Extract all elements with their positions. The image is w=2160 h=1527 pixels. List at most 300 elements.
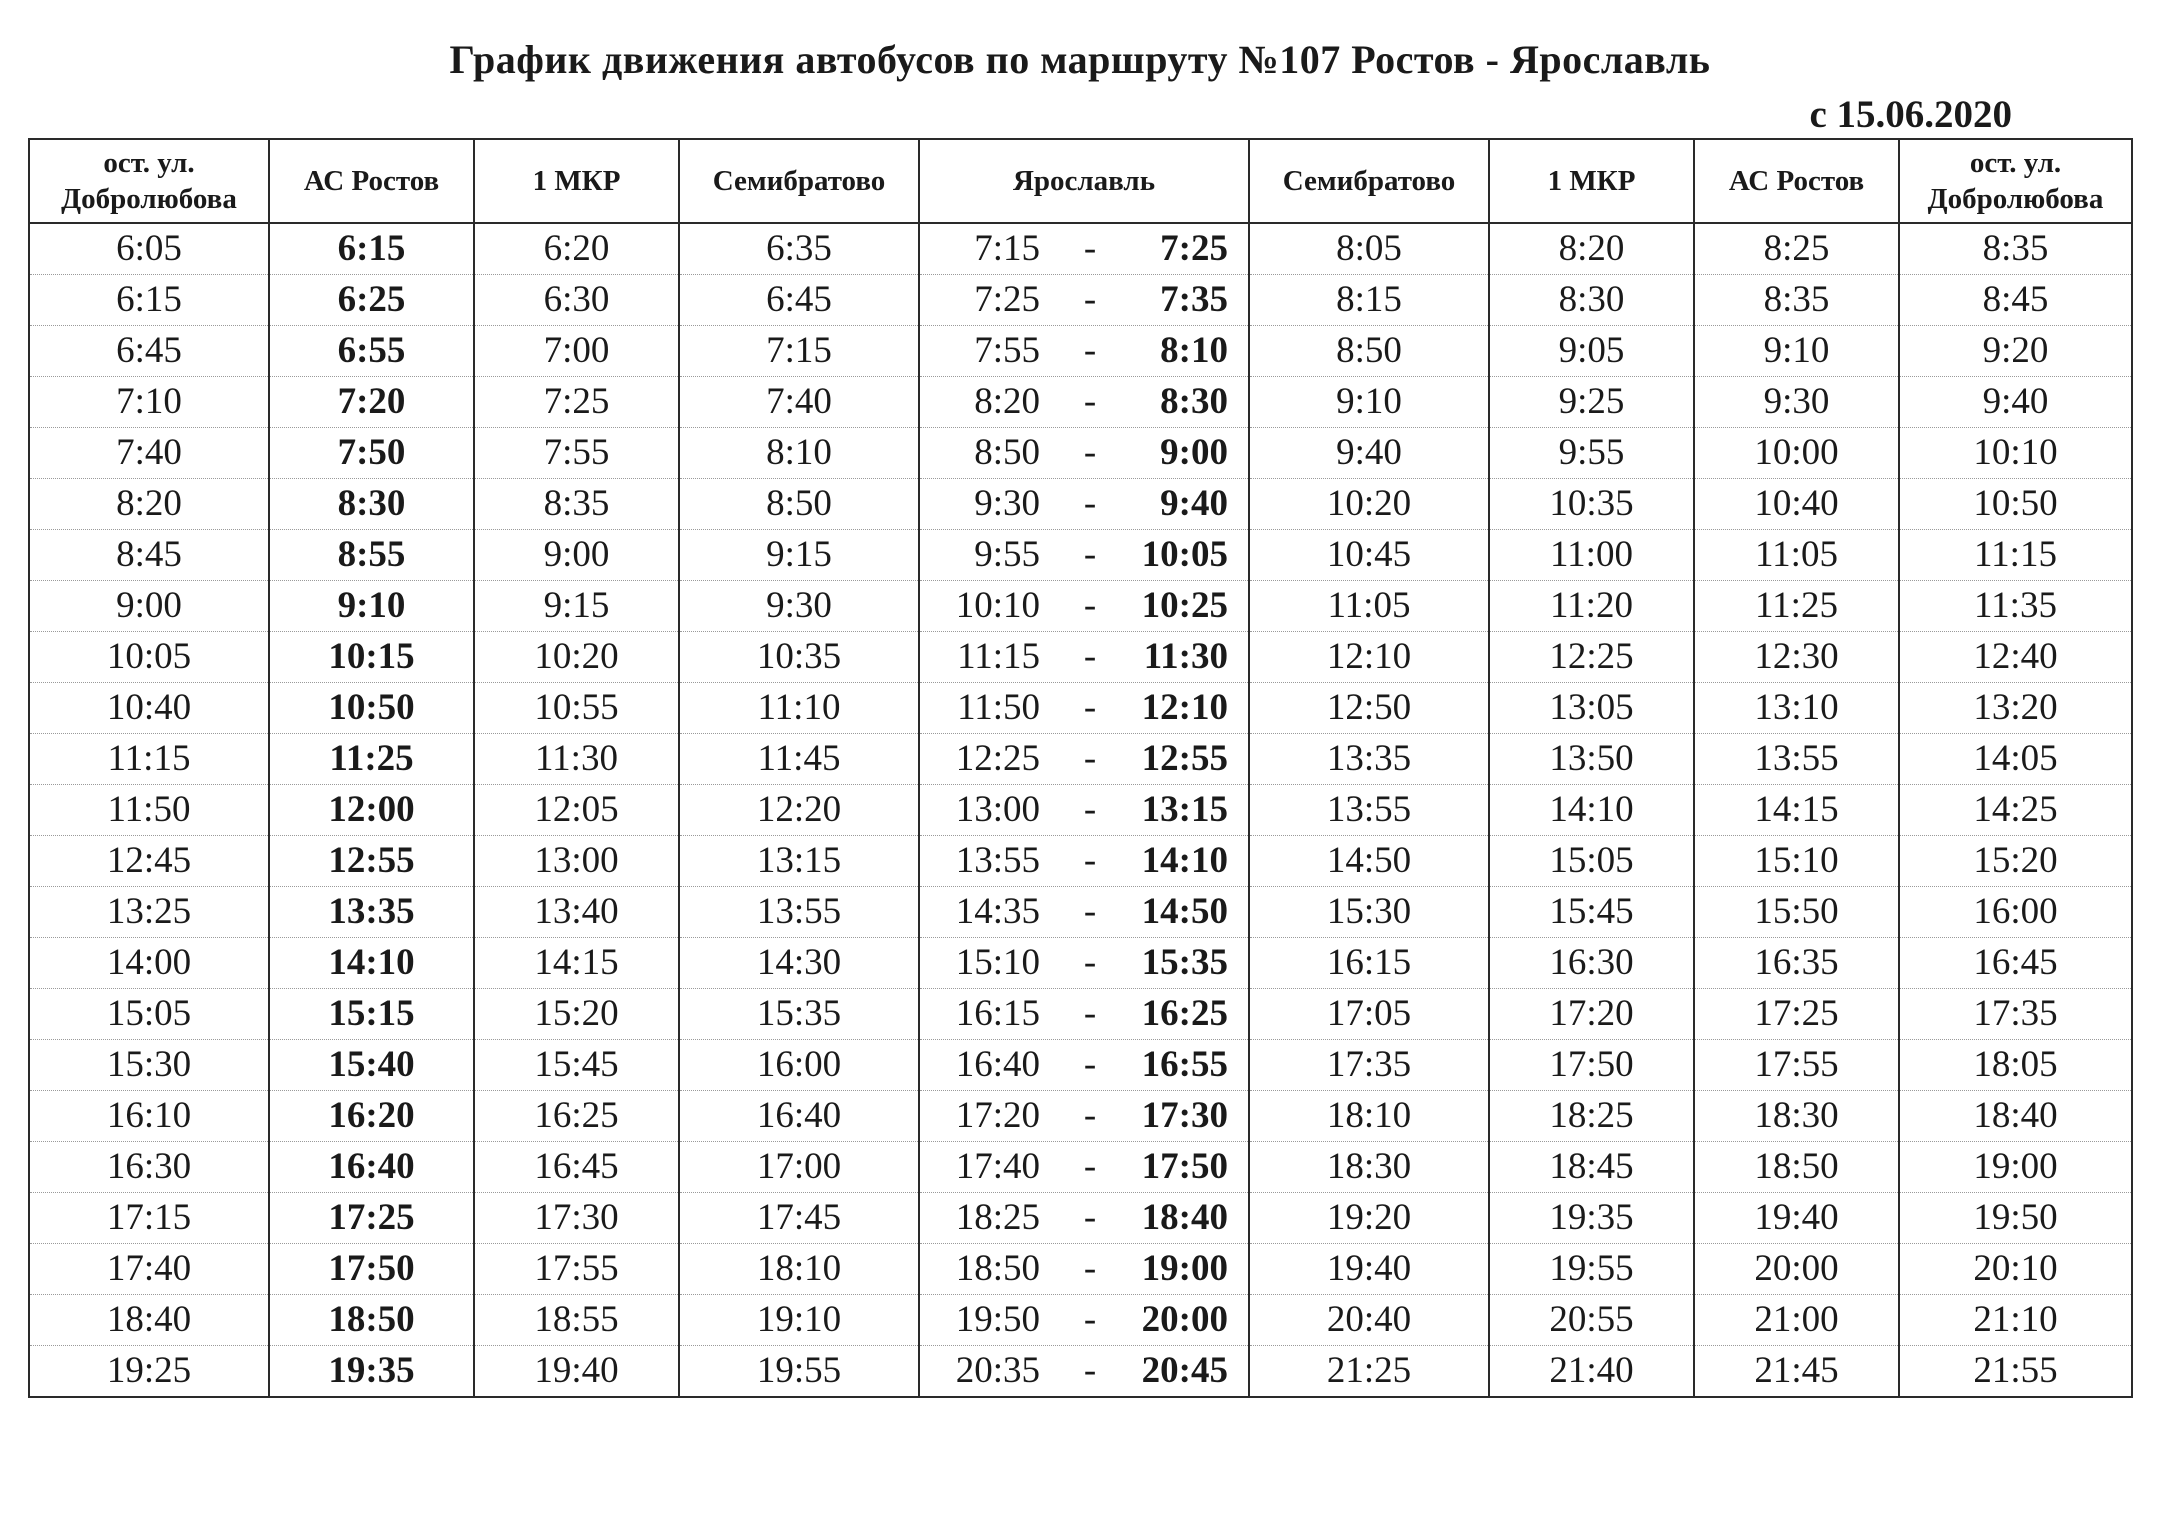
- time-as-rostov-start: 6:55: [269, 326, 474, 377]
- time-yaroslavl: [919, 223, 1249, 275]
- time-yaroslavl-arrival: 18:25: [955, 1197, 1040, 1238]
- time-as-rostov-return: 19:40: [1694, 1193, 1899, 1244]
- time-as-rostov-start: 6:15: [269, 223, 474, 275]
- time-1mkr-return: 13:50: [1489, 734, 1694, 785]
- time-semibratovo-start: 8:50: [679, 479, 919, 530]
- schedule-header: [29, 139, 2132, 223]
- time-semibratovo-return: 19:20: [1249, 1193, 1489, 1244]
- time-dobrolyubova-return: 14:25: [1899, 785, 2132, 836]
- time-separator: -: [1083, 1197, 1097, 1238]
- header-as-rostov-start: АС Ростов: [269, 139, 474, 223]
- time-1mkr-start: 15:45: [474, 1040, 679, 1091]
- time-semibratovo-start: 6:45: [679, 275, 919, 326]
- time-yaroslavl: [919, 1142, 1249, 1193]
- time-yaroslavl: [919, 581, 1249, 632]
- time-dobrolyubova-return: 14:05: [1899, 734, 2132, 785]
- time-yaroslavl: [919, 836, 1249, 887]
- time-dobrolyubova-start: 8:45: [29, 530, 269, 581]
- time-yaroslavl-departure: 9:40: [1160, 483, 1228, 524]
- time-yaroslavl: [919, 887, 1249, 938]
- time-semibratovo-return: 14:50: [1249, 836, 1489, 887]
- time-yaroslavl: [919, 326, 1249, 377]
- time-separator: -: [1083, 534, 1097, 575]
- time-1mkr-start: 6:20: [474, 223, 679, 275]
- time-semibratovo-return: 10:20: [1249, 479, 1489, 530]
- time-yaroslavl-departure: 19:00: [1141, 1248, 1228, 1289]
- time-yaroslavl: [919, 479, 1249, 530]
- time-semibratovo-return: 21:25: [1249, 1346, 1489, 1398]
- time-separator: -: [1083, 432, 1097, 473]
- schedule-table: [28, 138, 2133, 1398]
- time-as-rostov-start: 15:15: [269, 989, 474, 1040]
- time-yaroslavl-departure: 14:50: [1141, 891, 1228, 932]
- time-semibratovo-return: 13:35: [1249, 734, 1489, 785]
- time-semibratovo-return: 11:05: [1249, 581, 1489, 632]
- time-yaroslavl: [919, 275, 1249, 326]
- time-as-rostov-start: 12:55: [269, 836, 474, 887]
- time-dobrolyubova-start: 13:25: [29, 887, 269, 938]
- time-yaroslavl: [919, 683, 1249, 734]
- time-semibratovo-start: 7:40: [679, 377, 919, 428]
- table-row: [29, 1193, 2132, 1244]
- time-separator: -: [1083, 687, 1097, 728]
- time-semibratovo-start: 18:10: [679, 1244, 919, 1295]
- time-as-rostov-start: 9:10: [269, 581, 474, 632]
- time-semibratovo-start: 9:15: [679, 530, 919, 581]
- time-yaroslavl-departure: 9:00: [1160, 432, 1228, 473]
- time-as-rostov-start: 11:25: [269, 734, 474, 785]
- time-as-rostov-return: 13:55: [1694, 734, 1899, 785]
- time-1mkr-return: 17:20: [1489, 989, 1694, 1040]
- table-row: [29, 428, 2132, 479]
- time-1mkr-start: 15:20: [474, 989, 679, 1040]
- time-separator: -: [1083, 636, 1097, 677]
- time-1mkr-return: 9:55: [1489, 428, 1694, 479]
- time-as-rostov-start: 7:20: [269, 377, 474, 428]
- time-1mkr-return: 8:20: [1489, 223, 1694, 275]
- time-1mkr-return: 13:05: [1489, 683, 1694, 734]
- time-dobrolyubova-start: 16:10: [29, 1091, 269, 1142]
- time-1mkr-start: 9:00: [474, 530, 679, 581]
- time-yaroslavl: [919, 377, 1249, 428]
- time-separator: -: [1083, 381, 1097, 422]
- time-yaroslavl-departure: 8:10: [1160, 330, 1228, 371]
- time-1mkr-start: 10:55: [474, 683, 679, 734]
- time-dobrolyubova-return: 21:55: [1899, 1346, 2132, 1398]
- time-dobrolyubova-return: 10:50: [1899, 479, 2132, 530]
- time-dobrolyubova-return: 13:20: [1899, 683, 2132, 734]
- time-1mkr-start: 14:15: [474, 938, 679, 989]
- time-dobrolyubova-return: 11:35: [1899, 581, 2132, 632]
- header-1mkr-start: 1 МКР: [474, 139, 679, 223]
- time-yaroslavl: [919, 1295, 1249, 1346]
- time-yaroslavl-arrival: 15:10: [955, 942, 1040, 983]
- time-yaroslavl: [919, 1091, 1249, 1142]
- time-yaroslavl-arrival: 14:35: [955, 891, 1040, 932]
- time-dobrolyubova-return: 12:40: [1899, 632, 2132, 683]
- time-yaroslavl-departure: 11:30: [1143, 636, 1228, 677]
- time-semibratovo-return: 17:05: [1249, 989, 1489, 1040]
- time-yaroslavl-arrival: 10:10: [955, 585, 1040, 626]
- table-row: [29, 377, 2132, 428]
- time-dobrolyubova-start: 10:05: [29, 632, 269, 683]
- time-semibratovo-return: 8:50: [1249, 326, 1489, 377]
- time-dobrolyubova-return: 16:45: [1899, 938, 2132, 989]
- table-row: [29, 479, 2132, 530]
- time-1mkr-return: 10:35: [1489, 479, 1694, 530]
- time-separator: -: [1083, 891, 1097, 932]
- time-yaroslavl: [919, 1040, 1249, 1091]
- time-1mkr-return: 9:25: [1489, 377, 1694, 428]
- time-as-rostov-return: 13:10: [1694, 683, 1899, 734]
- table-row: [29, 581, 2132, 632]
- time-dobrolyubova-start: 12:45: [29, 836, 269, 887]
- time-dobrolyubova-start: 15:30: [29, 1040, 269, 1091]
- time-1mkr-start: 17:30: [474, 1193, 679, 1244]
- time-dobrolyubova-return: 20:10: [1899, 1244, 2132, 1295]
- time-yaroslavl-departure: 17:30: [1141, 1095, 1228, 1136]
- time-semibratovo-return: 15:30: [1249, 887, 1489, 938]
- time-semibratovo-start: 11:45: [679, 734, 919, 785]
- time-yaroslavl-arrival: 11:15: [957, 636, 1040, 677]
- time-yaroslavl-arrival: 13:00: [955, 789, 1040, 830]
- time-as-rostov-return: 17:55: [1694, 1040, 1899, 1091]
- time-yaroslavl-departure: 12:10: [1141, 687, 1228, 728]
- time-yaroslavl: [919, 428, 1249, 479]
- time-1mkr-return: 18:25: [1489, 1091, 1694, 1142]
- time-1mkr-start: 7:25: [474, 377, 679, 428]
- time-semibratovo-start: 9:30: [679, 581, 919, 632]
- time-yaroslavl-departure: 12:55: [1141, 738, 1228, 779]
- time-as-rostov-start: 18:50: [269, 1295, 474, 1346]
- time-as-rostov-start: 13:35: [269, 887, 474, 938]
- time-1mkr-start: 13:00: [474, 836, 679, 887]
- time-semibratovo-return: 20:40: [1249, 1295, 1489, 1346]
- time-separator: -: [1083, 993, 1097, 1034]
- time-dobrolyubova-return: 11:15: [1899, 530, 2132, 581]
- time-semibratovo-return: 10:45: [1249, 530, 1489, 581]
- time-yaroslavl-arrival: 8:50: [974, 432, 1040, 473]
- time-1mkr-start: 13:40: [474, 887, 679, 938]
- time-1mkr-start: 9:15: [474, 581, 679, 632]
- table-row: [29, 989, 2132, 1040]
- time-as-rostov-start: 16:20: [269, 1091, 474, 1142]
- table-row: [29, 938, 2132, 989]
- time-as-rostov-return: 10:40: [1694, 479, 1899, 530]
- table-row: [29, 632, 2132, 683]
- time-semibratovo-start: 16:40: [679, 1091, 919, 1142]
- time-as-rostov-return: 17:25: [1694, 989, 1899, 1040]
- time-yaroslavl: [919, 1346, 1249, 1398]
- header-semibratovo-start: Семибратово: [679, 139, 919, 223]
- time-1mkr-return: 21:40: [1489, 1346, 1694, 1398]
- table-row: [29, 1295, 2132, 1346]
- time-yaroslavl-arrival: 8:20: [974, 381, 1040, 422]
- time-yaroslavl-arrival: 18:50: [955, 1248, 1040, 1289]
- time-1mkr-return: 9:05: [1489, 326, 1694, 377]
- time-yaroslavl-arrival: 7:25: [974, 279, 1040, 320]
- time-separator: -: [1083, 1095, 1097, 1136]
- time-yaroslavl-departure: 14:10: [1141, 840, 1228, 881]
- time-separator: -: [1083, 1146, 1097, 1187]
- time-as-rostov-return: 16:35: [1694, 938, 1899, 989]
- time-1mkr-return: 14:10: [1489, 785, 1694, 836]
- time-as-rostov-return: 12:30: [1694, 632, 1899, 683]
- time-as-rostov-start: 17:25: [269, 1193, 474, 1244]
- header-row: [29, 139, 2132, 223]
- time-yaroslavl: [919, 1193, 1249, 1244]
- time-as-rostov-start: 17:50: [269, 1244, 474, 1295]
- time-1mkr-start: 16:45: [474, 1142, 679, 1193]
- time-separator: -: [1083, 228, 1097, 269]
- time-as-rostov-return: 11:05: [1694, 530, 1899, 581]
- time-semibratovo-start: 19:10: [679, 1295, 919, 1346]
- time-1mkr-start: 17:55: [474, 1244, 679, 1295]
- time-1mkr-start: 19:40: [474, 1346, 679, 1398]
- time-separator: -: [1083, 1248, 1097, 1289]
- time-1mkr-start: 7:55: [474, 428, 679, 479]
- time-as-rostov-start: 10:50: [269, 683, 474, 734]
- time-as-rostov-start: 19:35: [269, 1346, 474, 1398]
- time-semibratovo-start: 16:00: [679, 1040, 919, 1091]
- time-dobrolyubova-return: 8:45: [1899, 275, 2132, 326]
- time-dobrolyubova-return: 9:40: [1899, 377, 2132, 428]
- header-semibratovo-return: Семибратово: [1249, 139, 1489, 223]
- time-as-rostov-start: 6:25: [269, 275, 474, 326]
- time-dobrolyubova-start: 18:40: [29, 1295, 269, 1346]
- time-as-rostov-start: 7:50: [269, 428, 474, 479]
- time-dobrolyubova-start: 10:40: [29, 683, 269, 734]
- time-semibratovo-return: 16:15: [1249, 938, 1489, 989]
- time-yaroslavl: [919, 989, 1249, 1040]
- time-dobrolyubova-start: 6:45: [29, 326, 269, 377]
- time-semibratovo-start: 8:10: [679, 428, 919, 479]
- time-dobrolyubova-return: 10:10: [1899, 428, 2132, 479]
- time-dobrolyubova-return: 8:35: [1899, 223, 2132, 275]
- time-as-rostov-return: 10:00: [1694, 428, 1899, 479]
- time-yaroslavl-arrival: 17:40: [955, 1146, 1040, 1187]
- time-separator: -: [1083, 738, 1097, 779]
- time-yaroslavl-departure: 20:00: [1141, 1299, 1228, 1340]
- time-separator: -: [1083, 330, 1097, 371]
- time-semibratovo-start: 10:35: [679, 632, 919, 683]
- time-dobrolyubova-return: 18:40: [1899, 1091, 2132, 1142]
- time-dobrolyubova-return: 19:50: [1899, 1193, 2132, 1244]
- time-semibratovo-start: 11:10: [679, 683, 919, 734]
- time-1mkr-return: 8:30: [1489, 275, 1694, 326]
- table-row: [29, 1040, 2132, 1091]
- time-1mkr-start: 10:20: [474, 632, 679, 683]
- time-as-rostov-start: 8:30: [269, 479, 474, 530]
- time-semibratovo-start: 12:20: [679, 785, 919, 836]
- time-dobrolyubova-start: 6:15: [29, 275, 269, 326]
- time-semibratovo-start: 13:55: [679, 887, 919, 938]
- time-semibratovo-start: 17:00: [679, 1142, 919, 1193]
- table-row: [29, 530, 2132, 581]
- time-yaroslavl: [919, 938, 1249, 989]
- time-separator: -: [1083, 1299, 1097, 1340]
- time-1mkr-return: 11:00: [1489, 530, 1694, 581]
- time-yaroslavl-departure: 15:35: [1141, 942, 1228, 983]
- time-1mkr-start: 6:30: [474, 275, 679, 326]
- time-as-rostov-start: 16:40: [269, 1142, 474, 1193]
- time-as-rostov-return: 8:35: [1694, 275, 1899, 326]
- time-yaroslavl-departure: 16:55: [1141, 1044, 1228, 1085]
- time-as-rostov-return: 11:25: [1694, 581, 1899, 632]
- time-yaroslavl-departure: 18:40: [1141, 1197, 1228, 1238]
- time-1mkr-return: 17:50: [1489, 1040, 1694, 1091]
- table-row: [29, 326, 2132, 377]
- time-as-rostov-return: 15:10: [1694, 836, 1899, 887]
- time-dobrolyubova-return: 9:20: [1899, 326, 2132, 377]
- time-yaroslavl-departure: 7:35: [1160, 279, 1228, 320]
- effective-date: с 15.06.2020: [1809, 93, 2012, 136]
- time-semibratovo-start: 6:35: [679, 223, 919, 275]
- table-row: [29, 734, 2132, 785]
- time-as-rostov-start: 15:40: [269, 1040, 474, 1091]
- time-yaroslavl-departure: 10:25: [1141, 585, 1228, 626]
- time-1mkr-start: 11:30: [474, 734, 679, 785]
- time-yaroslavl-departure: 10:05: [1141, 534, 1228, 575]
- time-1mkr-start: 18:55: [474, 1295, 679, 1346]
- time-as-rostov-start: 12:00: [269, 785, 474, 836]
- time-1mkr-start: 8:35: [474, 479, 679, 530]
- schedule-body: [29, 223, 2132, 1397]
- time-as-rostov-return: 9:10: [1694, 326, 1899, 377]
- time-1mkr-return: 19:55: [1489, 1244, 1694, 1295]
- time-1mkr-return: 15:05: [1489, 836, 1694, 887]
- time-semibratovo-return: 12:10: [1249, 632, 1489, 683]
- time-dobrolyubova-start: 16:30: [29, 1142, 269, 1193]
- table-row: [29, 887, 2132, 938]
- time-yaroslavl-departure: 7:25: [1160, 228, 1228, 269]
- time-as-rostov-start: 10:15: [269, 632, 474, 683]
- table-row: [29, 785, 2132, 836]
- time-as-rostov-start: 14:10: [269, 938, 474, 989]
- time-dobrolyubova-return: 17:35: [1899, 989, 2132, 1040]
- time-dobrolyubova-start: 15:05: [29, 989, 269, 1040]
- time-1mkr-return: 15:45: [1489, 887, 1694, 938]
- time-yaroslavl-arrival: 7:15: [974, 228, 1040, 269]
- time-separator: -: [1083, 789, 1097, 830]
- time-separator: -: [1083, 585, 1097, 626]
- table-row: [29, 1346, 2132, 1398]
- header-1mkr-return: 1 МКР: [1489, 139, 1694, 223]
- time-as-rostov-return: 18:30: [1694, 1091, 1899, 1142]
- time-yaroslavl-arrival: 19:50: [955, 1299, 1040, 1340]
- time-semibratovo-return: 19:40: [1249, 1244, 1489, 1295]
- time-yaroslavl-arrival: 20:35: [955, 1350, 1040, 1391]
- time-semibratovo-start: 17:45: [679, 1193, 919, 1244]
- time-dobrolyubova-return: 19:00: [1899, 1142, 2132, 1193]
- time-as-rostov-return: 9:30: [1694, 377, 1899, 428]
- time-semibratovo-return: 17:35: [1249, 1040, 1489, 1091]
- time-dobrolyubova-start: 7:40: [29, 428, 269, 479]
- time-yaroslavl-arrival: 9:30: [974, 483, 1040, 524]
- time-yaroslavl-departure: 13:15: [1141, 789, 1228, 830]
- table-row: [29, 223, 2132, 275]
- time-as-rostov-return: 21:00: [1694, 1295, 1899, 1346]
- time-as-rostov-start: 8:55: [269, 530, 474, 581]
- time-semibratovo-return: 9:40: [1249, 428, 1489, 479]
- page-title: График движения автобусов по маршруту №107 Ростов - Ярославль: [449, 37, 1711, 82]
- time-semibratovo-start: 15:35: [679, 989, 919, 1040]
- table-row: [29, 275, 2132, 326]
- time-as-rostov-return: 20:00: [1694, 1244, 1899, 1295]
- time-semibratovo-start: 13:15: [679, 836, 919, 887]
- time-1mkr-return: 19:35: [1489, 1193, 1694, 1244]
- time-semibratovo-return: 8:15: [1249, 275, 1489, 326]
- time-as-rostov-return: 18:50: [1694, 1142, 1899, 1193]
- time-1mkr-return: 16:30: [1489, 938, 1694, 989]
- table-row: [29, 1244, 2132, 1295]
- time-yaroslavl: [919, 1244, 1249, 1295]
- time-yaroslavl: [919, 785, 1249, 836]
- time-1mkr-return: 12:25: [1489, 632, 1694, 683]
- table-row: [29, 683, 2132, 734]
- time-semibratovo-start: 19:55: [679, 1346, 919, 1398]
- time-yaroslavl-arrival: 17:20: [955, 1095, 1040, 1136]
- header-dobrolyubova-return: ост. ул. Добролюбова: [1899, 139, 2132, 223]
- time-1mkr-start: 12:05: [474, 785, 679, 836]
- time-dobrolyubova-start: 6:05: [29, 223, 269, 275]
- time-1mkr-return: 11:20: [1489, 581, 1694, 632]
- time-semibratovo-return: 13:55: [1249, 785, 1489, 836]
- time-dobrolyubova-start: 7:10: [29, 377, 269, 428]
- time-yaroslavl-arrival: 9:55: [974, 534, 1040, 575]
- time-separator: -: [1083, 840, 1097, 881]
- time-dobrolyubova-start: 17:15: [29, 1193, 269, 1244]
- time-yaroslavl-arrival: 12:25: [955, 738, 1040, 779]
- time-dobrolyubova-start: 11:15: [29, 734, 269, 785]
- time-dobrolyubova-start: 8:20: [29, 479, 269, 530]
- time-semibratovo-start: 14:30: [679, 938, 919, 989]
- time-dobrolyubova-start: 19:25: [29, 1346, 269, 1398]
- time-1mkr-return: 18:45: [1489, 1142, 1694, 1193]
- time-yaroslavl: [919, 530, 1249, 581]
- time-yaroslavl-departure: 8:30: [1160, 381, 1228, 422]
- time-dobrolyubova-return: 18:05: [1899, 1040, 2132, 1091]
- time-separator: -: [1083, 483, 1097, 524]
- time-yaroslavl-arrival: 7:55: [974, 330, 1040, 371]
- header-dobrolyubova-start: ост. ул. Добролюбова: [29, 139, 269, 223]
- time-separator: -: [1083, 279, 1097, 320]
- time-separator: -: [1083, 942, 1097, 983]
- time-semibratovo-return: 8:05: [1249, 223, 1489, 275]
- time-dobrolyubova-return: 21:10: [1899, 1295, 2132, 1346]
- header-as-rostov-return: АС Ростов: [1694, 139, 1899, 223]
- time-separator: -: [1083, 1350, 1097, 1391]
- time-yaroslavl-departure: 16:25: [1141, 993, 1228, 1034]
- time-dobrolyubova-start: 9:00: [29, 581, 269, 632]
- table-row: [29, 1091, 2132, 1142]
- time-dobrolyubova-start: 14:00: [29, 938, 269, 989]
- time-yaroslavl-arrival: 16:15: [955, 993, 1040, 1034]
- time-1mkr-start: 7:00: [474, 326, 679, 377]
- time-semibratovo-start: 7:15: [679, 326, 919, 377]
- time-dobrolyubova-return: 15:20: [1899, 836, 2132, 887]
- time-yaroslavl-arrival: 13:55: [955, 840, 1040, 881]
- time-dobrolyubova-start: 11:50: [29, 785, 269, 836]
- time-as-rostov-return: 8:25: [1694, 223, 1899, 275]
- time-dobrolyubova-start: 17:40: [29, 1244, 269, 1295]
- time-semibratovo-return: 18:10: [1249, 1091, 1489, 1142]
- time-1mkr-start: 16:25: [474, 1091, 679, 1142]
- time-yaroslavl: [919, 734, 1249, 785]
- time-yaroslavl-departure: 20:45: [1141, 1350, 1228, 1391]
- time-semibratovo-return: 9:10: [1249, 377, 1489, 428]
- table-row: [29, 1142, 2132, 1193]
